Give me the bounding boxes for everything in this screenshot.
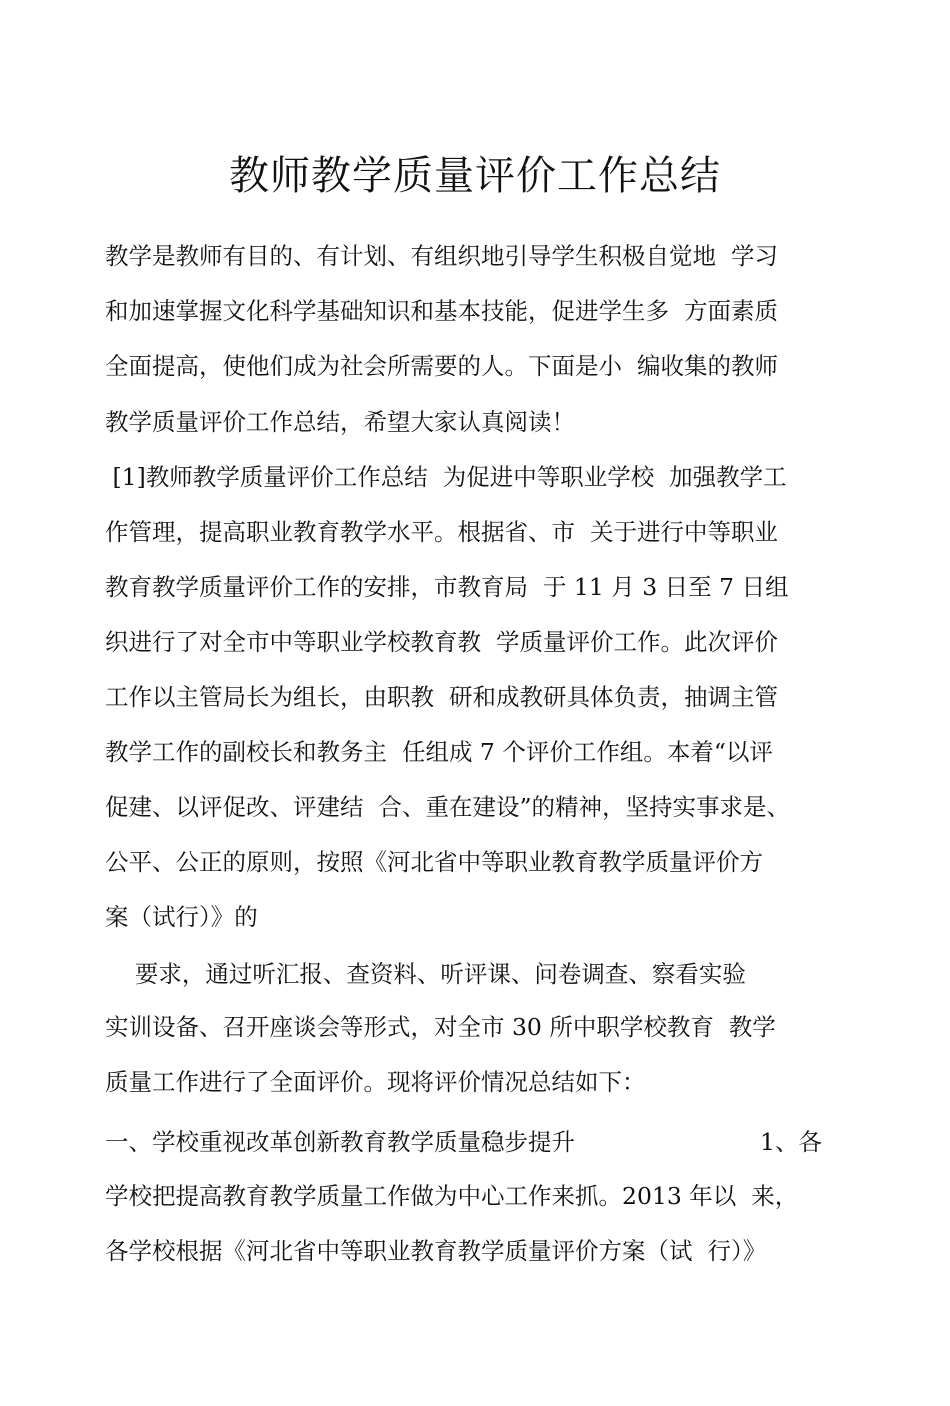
section-heading: 一、学校重视改革创新教育教学质量稳步提升 — [105, 1128, 575, 1156]
paragraph-line: 织进行了对全市中等职业学校教育教 学质量评价工作。此次评价 — [105, 628, 778, 656]
paragraph-line: 作管理，提高职业教育教学水平。根据省、市 关于进行中等职业 — [105, 518, 778, 546]
paragraph-line: 质量工作进行了全面评价。现将评价情况总结如下： — [105, 1068, 646, 1096]
paragraph-line: 公平、公正的原则，按照《河北省中等职业教育教学质量评价方 — [105, 848, 763, 876]
paragraph-line: 实训设备、召开座谈会等形式，对全市 30 所中职学校教育 教学 — [105, 1013, 776, 1041]
paragraph-line: 教学是教师有目的、有计划、有组织地引导学生积极自觉地 学习 — [105, 242, 778, 270]
paragraph-line: 和加速掌握文化科学基础知识和基本技能，促进学生多 方面素质 — [105, 297, 778, 325]
paragraph-line: 促建、以评促改、评建结 合、重在建设”的精神，坚持实事求是、 — [105, 793, 790, 821]
paragraph-line: 工作以主管局长为组长，由职教 研和成教研具体负责，抽调主管 — [105, 683, 778, 711]
paragraph-line: 学校把提高教育教学质量工作做为中心工作来抓。2013 年以 来， — [105, 1182, 799, 1210]
paragraph-line: 各学校根据《河北省中等职业教育教学质量评价方案（试 行）》 — [105, 1237, 767, 1265]
document-title: 教师教学质量评价工作总结 — [229, 153, 721, 199]
paragraph-line: 教学工作的副校长和教务主 任组成 7 个评价工作组。本着“以评 — [105, 738, 773, 766]
paragraph-line: 案（试行）》的 — [105, 903, 258, 931]
paragraph-line: 全面提高，使他们成为社会所需要的人。下面是小 编收集的教师 — [105, 352, 778, 380]
paragraph-line: 教育教学质量评价工作的安排，市教育局 于 11 月 3 日至 7 日组 — [105, 573, 789, 601]
paragraph-line: 要求，通过听汇报、查资料、听评课、问卷调查、察看实验 — [105, 960, 746, 988]
paragraph-line: [1]教师教学质量评价工作总结 为促进中等职业学校 加强教学工 — [105, 463, 787, 491]
paragraph-line: 教学质量评价工作总结，希望大家认真阅读！ — [105, 408, 575, 436]
list-number: 1、各 — [760, 1128, 822, 1156]
